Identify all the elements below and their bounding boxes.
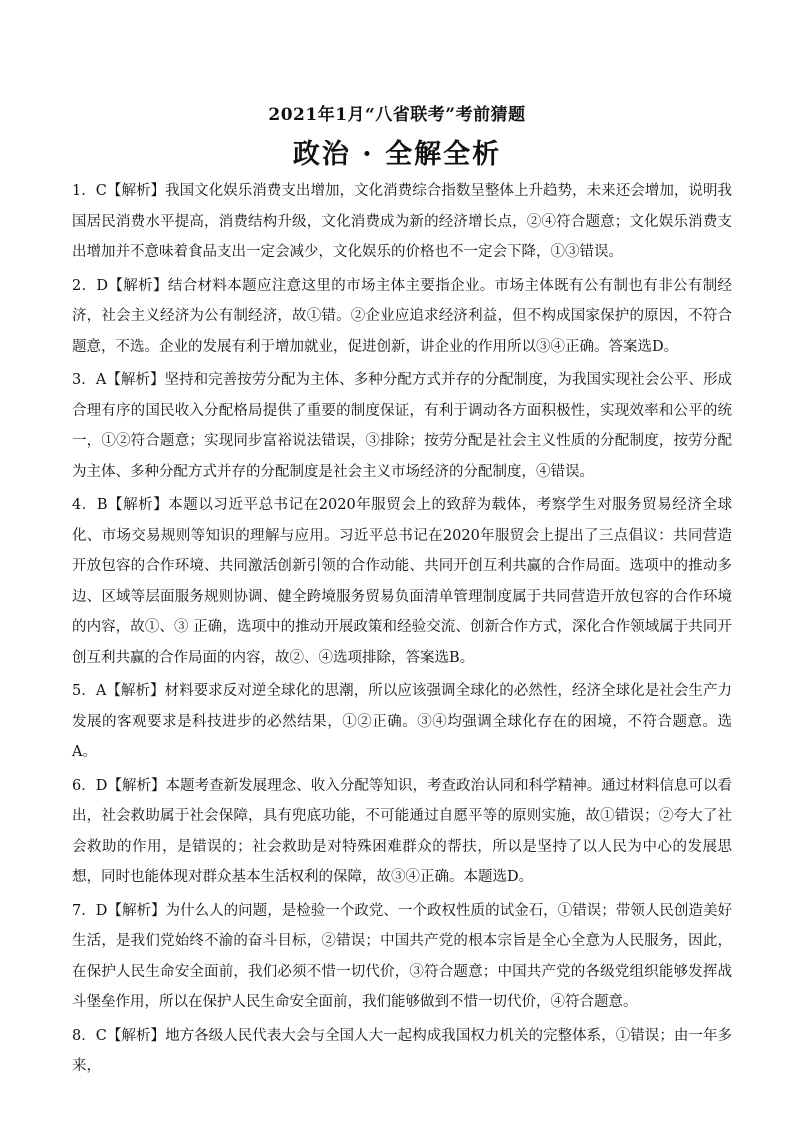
answer-item-5: 5．A【解析】材料要求反对逆全球化的思潮，所以应该强调全球化的必然性，经济全球化是社会生产力发展的客观要求是科技进步的必然结果，①②正确。③④均强调全球化存在的困境，不符合题意。选A。 — [72, 683, 732, 760]
answer-item-6: 6．D【解析】本题考查新发展理念、收入分配等知识，考查政治认同和科学精神。通过材料信息可以看出，社会救助属于社会保障，具有兜底功能，不可能通过自愿平等的原则实施，故①错误；②夸大了社会救助的作用，是错误的；社会救助是对特殊困难群众的帮扶，所以是坚持了以人民为中心的发展思想，同时也能体现对群众基本生活权利的保障，故③④正确。本题选D。 — [72, 777, 732, 885]
document-title: 2021年1月“八省联考”考前猜题 — [268, 105, 526, 125]
answer-item-3: 3．A【解析】坚持和完善按劳分配为主体、多种分配方式并存的分配制度，为我国实现社会公平、形成合理有序的国民收入分配格局提供了重要的制度保证，有利于调动各方面积极性，实现效率和公平的统一，①②符合题意；实现同步富裕说法错误，③排除；按劳分配是社会主义性质的分配制度，按劳分配为主体、多种分配方式并存的分配制度是社会主义市场经济的分配制度，④错误。 — [72, 372, 732, 480]
answer-item-2: 2．D【解析】结合材料本题应注意这里的市场主体主要指企业。市场主体既有公有制也有非公有制经济，社会主义经济为公有制经济，故①错。②企业应追求经济利益，但不构成国家保护的原因，不符合题意，不选。企业的发展有利于增加就业，促进创新，讲企业的作用所以③④正确。答案选D。 — [72, 277, 732, 355]
document-subtitle: 政治 · 全解全析 — [292, 139, 502, 170]
answer-item-1: 1．C【解析】我国文化娱乐消费支出增加，文化消费综合指数呈整体上升趋势，未来还会增加，说明我国居民消费水平提高，消费结构升级，文化消费成为新的经济增长点，②④符合题意；文化娱乐消费支出增加并不意味着食品支出一定会减少，文化娱乐的价格也不一定会下降，①③错误。 — [72, 183, 732, 260]
answer-item-8: 8．C【解析】地方各级人民代表大会与全国人大一起构成我国权力机关的完整体系，①错误；由一年多来， — [72, 1027, 732, 1074]
answer-item-4: 4．B【解析】本题以习近平总书记在2020年服贸会上的致辞为载体，考察学生对服务贸易经济全球化、市场交易规则等知识的理解与应用。习近平总书记在2020年服贸会上提出了三点倡议：共同营造开放包容的合作环境、共同激活创新引领的合作动能、共同开创互利共赢的合作局面。选项中的推动多边、区域等层面服务规则协调、健全跨境服务贸易负面清单管理制度属于共同营造开放包容的合作环境的内容，故①、③ 正确，选项中的推动开展政策和经验交流、创新合作方式，深化合作领域属于共同开创互利共赢的合作局面的内容，故②、④选项排除，答案选B。 — [72, 497, 732, 666]
answer-list — [72, 176, 732, 1085]
answer-item-7: 7．D【解析】为什么人的问题，是检验一个政党、一个政权性质的试金石，①错误；带领人民创造美好生活，是我们党始终不渝的奋斗目标，②错误；中国共产党的根本宗旨是全心全意为人民服务，因此，在保护人民生命安全面前，我们必须不惜一切代价，③符合题意；中国共产党的各级党组织能够发挥战斗堡垒作用，所以在保护人民生命安全面前，我们能够做到不惜一切代价，④符合题意。 — [72, 902, 732, 1010]
